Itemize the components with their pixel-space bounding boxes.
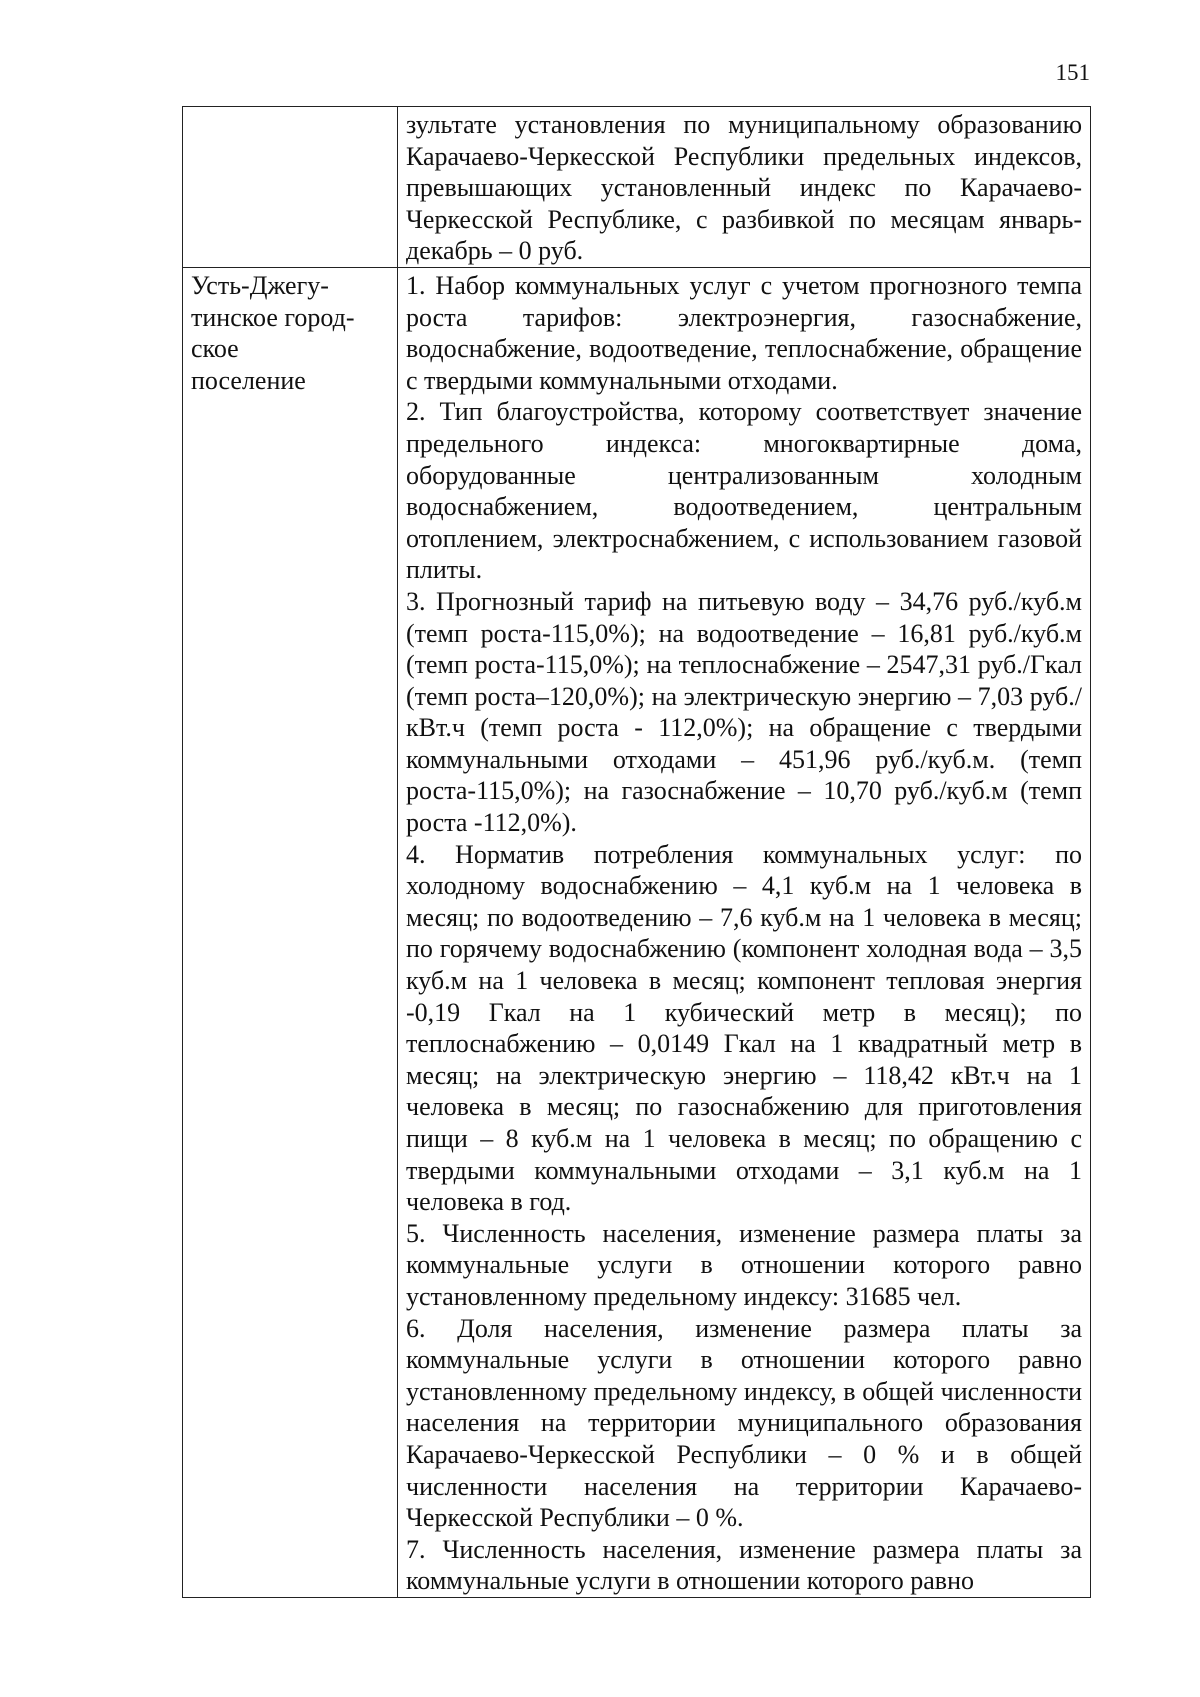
page-number: 151 — [1055, 60, 1090, 85]
paragraph-tariff-set: 1. Набор коммунальных услуг с учетом прогнозного темпа роста тарифов: электроэнергия, газоснабжение, водоснабжение, водоотведение, теплоснабжение, обращение с твердыми коммунальными отходами. — [406, 270, 1082, 395]
paragraph-forecast-tariffs: 3. Прогнозный тариф на питьевую воду – 34,76 руб./куб.м (темп роста-115,0%); на водоотведение – 16,81 руб./куб.м (темп роста-115,0%); на теплоснабжение – 2547,31 руб./Гкал (темп роста–120,0%); на электрическую энергию – 7,03 руб./кВт.ч (темп роста - 112,0%); на обращение с твердыми коммунальными отходами – 451,96 руб./куб.м. (темп роста-115,0%); на газоснабжение – 10,70 руб./куб.м (темп роста -112,0%). — [406, 586, 1082, 838]
table-row — [183, 267, 1091, 1597]
description-cell — [398, 107, 1091, 268]
paragraph-population-share: 6. Доля населения, изменение размера платы за коммунальные услуги в отношении которого равно установленному предельному индексу, в общей численности населения на территории муниципального образования Карачаево-Черкесской Республики – 0 % и в общей численности населения на территории Карачаево-Черкесской Республики – 0 %. — [406, 1313, 1082, 1533]
municipality-name-line: Усть-Джегу- — [191, 270, 329, 300]
document-table — [182, 106, 1091, 1598]
paragraph-population-7: 7. Численность населения, изменение размера платы за коммунальные услуги в отношении которого равно — [406, 1534, 1082, 1596]
municipality-name-line: тинское город- — [191, 302, 355, 332]
municipality-name-line: ское — [191, 334, 239, 364]
paragraph-consumption-norms: 4. Норматив потребления коммунальных услуг: по холодному водоснабжению – 4,1 куб.м на 1 человека в месяц; по водоотведению – 7,6 куб.м на 1 человека в месяц; по горячему водоснабжению (компонент холодная вода – 3,5 куб.м на 1 человека в месяц; компонент тепловая энергия -0,19 Гкал на 1 кубический метр в месяц); по теплоснабжению – 0,0149 Гкал на 1 квадратный метр в месяц; на электрическую энергию – 118,42 кВт.ч на 1 человека в месяц; по газоснабжению для приготовления пищи – 8 куб.м на 1 человека в месяц; по обращению с твердыми коммунальными отходами – 3,1 куб.м на 1 человека в год. — [406, 839, 1082, 1217]
table-row — [183, 107, 1091, 268]
municipality-cell — [183, 267, 398, 1597]
municipality-name-line: поселение — [191, 365, 306, 395]
paragraph-population: 5. Численность населения, изменение размера платы за коммунальные услуги в отношении которого равно установленному предельному индексу: 31685 чел. — [406, 1218, 1082, 1311]
description-cell — [398, 267, 1091, 1597]
paragraph: зультате установления по муниципальному образованию Карачаево-Черкесской Республики предельных индексов, превышающих установленный индекс по Карачаево-Черкесской Республике, с разбивкой по месяцам январь-декабрь – 0 руб. — [406, 110, 1082, 266]
municipality-cell — [183, 107, 398, 268]
paragraph-improvement-type: 2. Тип благоустройства, которому соответствует значение предельного индекса: многоквартирные дома, оборудованные централизованным холодным водоснабжением, водоотведением, центральным отоплением, электроснабжением, с использованием газовой плиты. — [406, 397, 1082, 585]
